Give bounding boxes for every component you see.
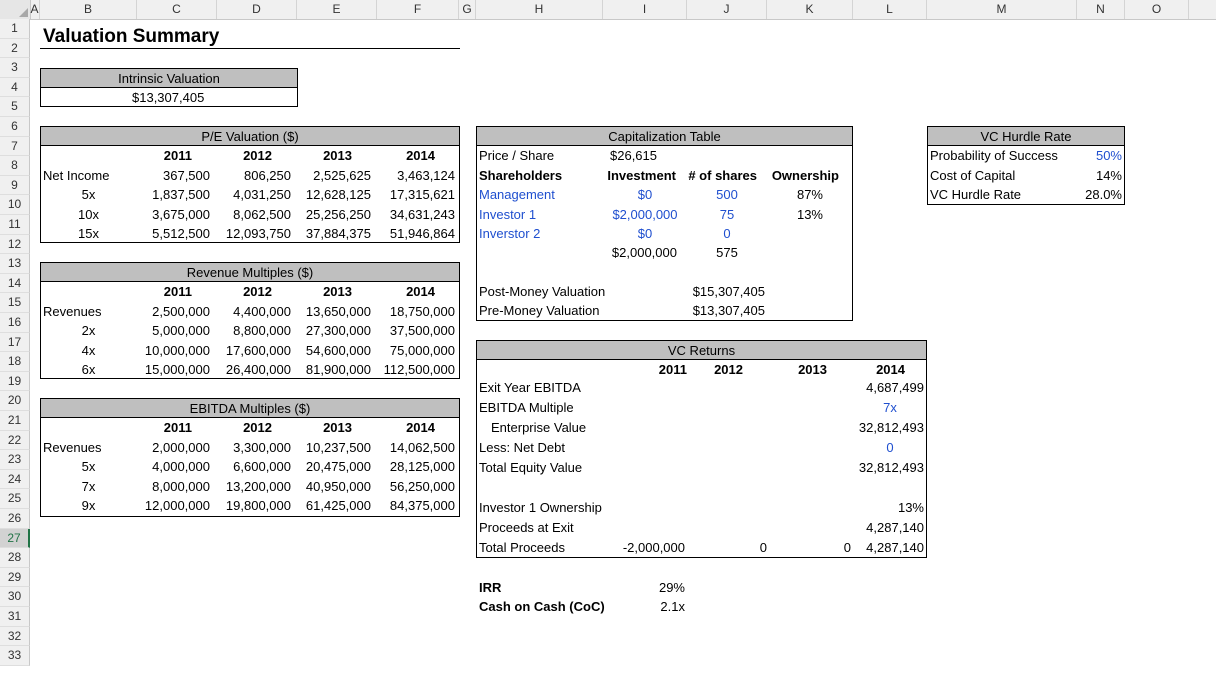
rev-cell[interactable]: 15,000,000	[144, 362, 210, 378]
col-header-g[interactable]: G	[459, 0, 476, 19]
rev-cell[interactable]: 17,600,000	[225, 342, 291, 358]
row-header-24[interactable]: 24	[0, 470, 30, 490]
col-header-c[interactable]: C	[137, 0, 217, 19]
col-header-l[interactable]: L	[853, 0, 927, 19]
col-header-d[interactable]: D	[217, 0, 297, 19]
hurdle-rate-value[interactable]: 28.0%	[1085, 187, 1122, 202]
intrinsic-header: Intrinsic Valuation	[118, 71, 220, 86]
row-header-10[interactable]: 10	[0, 195, 30, 215]
row-header-23[interactable]: 23	[0, 450, 30, 470]
row-header-20[interactable]: 20	[0, 391, 30, 411]
row-header-30[interactable]: 30	[0, 587, 30, 607]
ebitda-cell[interactable]: 6,600,000	[233, 459, 291, 475]
pe-cell[interactable]: 5,512,500	[152, 226, 210, 242]
hurdle-rate-label: VC Hurdle Rate	[930, 187, 1022, 202]
rev-row-label: Revenues	[43, 303, 102, 319]
pe-cell[interactable]: 8,062,500	[233, 206, 291, 222]
row-header-21[interactable]: 21	[0, 411, 30, 431]
pe-year-2014: 2014	[406, 148, 435, 163]
total-proceeds-2014[interactable]: 4,287,140	[866, 540, 924, 555]
row-header-3[interactable]: 3	[0, 58, 30, 78]
shareholder-name[interactable]: Investor 1	[479, 206, 537, 222]
cost-capital-value[interactable]: 14%	[1095, 168, 1122, 183]
exit-ebitda-label: Exit Year EBITDA	[479, 380, 581, 395]
vc-year-2011: 2011	[658, 362, 687, 377]
row-header-26[interactable]: 26	[0, 509, 30, 529]
investor-ownership-value[interactable]: 13%	[897, 500, 924, 515]
pe-cell[interactable]: 3,463,124	[397, 167, 455, 183]
row-header-22[interactable]: 22	[0, 431, 30, 451]
ebitda-row-label: 9x	[81, 498, 96, 514]
rev-cell[interactable]: 81,900,000	[305, 362, 371, 378]
row-header-6[interactable]: 6	[0, 117, 30, 137]
rev-cell[interactable]: 5,000,000	[152, 323, 210, 339]
col-header-j[interactable]: J	[687, 0, 767, 19]
row-header-4[interactable]: 4	[0, 78, 30, 98]
proceeds-exit-label: Proceeds at Exit	[479, 520, 574, 535]
rev-year-2012: 2012	[243, 284, 272, 299]
ebitda-year-2013: 2013	[323, 420, 352, 435]
investor-ownership-label: Investor 1 Ownership	[479, 500, 602, 515]
enterprise-value-value[interactable]: 32,812,493	[858, 420, 924, 435]
net-debt-value[interactable]: 0	[886, 440, 894, 455]
post-money-value[interactable]: $15,307,405	[692, 284, 765, 299]
rev-cell[interactable]: 75,000,000	[389, 342, 455, 358]
cap-col-investment: Investment	[607, 168, 676, 183]
rev-header: Revenue Multiples ($)	[186, 265, 314, 280]
rev-year-2011: 2011	[163, 284, 192, 299]
pe-header: P/E Valuation ($)	[201, 129, 299, 144]
pe-row-label: 5x	[81, 187, 96, 203]
ebitda-year-2012: 2012	[243, 420, 272, 435]
col-header-i[interactable]: I	[603, 0, 687, 19]
row-header-1[interactable]: 1	[0, 19, 30, 39]
rev-cell[interactable]: 26,400,000	[225, 362, 291, 378]
row-header-25[interactable]: 25	[0, 489, 30, 509]
shareholder-name[interactable]: Inverstor 2	[479, 226, 541, 242]
cost-capital-label: Cost of Capital	[930, 168, 1016, 183]
total-proceeds-label: Total Proceeds	[479, 540, 565, 555]
col-header-o[interactable]: O	[1125, 0, 1189, 19]
rev-cell[interactable]: 13,650,000	[305, 303, 371, 319]
ebitda-cell[interactable]: 12,000,000	[144, 498, 210, 514]
irr-label: IRR	[479, 580, 502, 595]
coc-value[interactable]: 2.1x	[660, 599, 685, 614]
row-header-19[interactable]: 19	[0, 372, 30, 392]
ebitda-year-2011: 2011	[163, 420, 192, 435]
row-header-2[interactable]: 2	[0, 39, 30, 59]
cap-header: Capitalization Table	[608, 129, 721, 144]
coc-label: Cash on Cash (CoC)	[479, 599, 605, 614]
row-header-8[interactable]: 8	[0, 156, 30, 176]
pe-row-label: Net Income	[43, 167, 110, 183]
page-title: Valuation Summary	[43, 26, 220, 47]
ebitda-cell[interactable]: 56,250,000	[389, 478, 455, 494]
row-header-7[interactable]: 7	[0, 137, 30, 157]
row-header-32[interactable]: 32	[0, 627, 30, 647]
ebitda-cell[interactable]: 28,125,000	[389, 459, 455, 475]
pe-cell[interactable]: 367,500	[163, 167, 210, 183]
shareholder-investment[interactable]: $2,000,000	[612, 206, 678, 222]
intrinsic-value[interactable]: $13,307,405	[132, 90, 205, 105]
shareholder-name[interactable]: Management	[479, 187, 555, 202]
rev-year-2013: 2013	[323, 284, 352, 299]
rev-cell[interactable]: 8,800,000	[233, 323, 291, 339]
row-header-11[interactable]: 11	[0, 215, 30, 235]
row-header-9[interactable]: 9	[0, 176, 30, 196]
rev-year-2014: 2014	[406, 284, 435, 299]
shareholder-shares[interactable]: 500	[716, 187, 738, 202]
ebitda-cell[interactable]: 14,062,500	[389, 439, 455, 455]
prob-success-label: Probability of Success	[930, 148, 1058, 163]
total-proceeds-2011[interactable]: -2,000,000	[622, 540, 685, 555]
equity-value-value[interactable]: 32,812,493	[858, 460, 924, 475]
pe-cell[interactable]: 806,250	[244, 167, 291, 183]
irr-value[interactable]: 29%	[658, 580, 685, 595]
pe-cell[interactable]: 2,525,625	[313, 167, 371, 183]
row-header-12[interactable]: 12	[0, 235, 30, 255]
shareholder-shares[interactable]: 75	[719, 206, 735, 222]
cap-total-shares[interactable]: 575	[716, 245, 738, 260]
pe-cell[interactable]: 4,031,250	[233, 187, 291, 203]
total-proceeds-2012[interactable]: 0	[759, 540, 767, 555]
pe-cell[interactable]: 34,631,243	[389, 206, 455, 222]
row-header-15[interactable]: 15	[0, 293, 30, 313]
post-money-label: Post-Money Valuation	[479, 284, 606, 299]
pe-row-label: 15x	[78, 226, 99, 242]
col-header-e[interactable]: E	[297, 0, 377, 19]
cap-col-ownership: Ownership	[771, 168, 839, 183]
shareholder-ownership[interactable]: 87%	[796, 187, 823, 202]
vc-year-2013: 2013	[798, 362, 827, 377]
enterprise-value-label: Enterprise Value	[491, 420, 587, 435]
row-header-14[interactable]: 14	[0, 274, 30, 294]
rev-cell[interactable]: 4,400,000	[233, 303, 291, 319]
ebitda-cell[interactable]: 2,000,000	[152, 439, 210, 455]
rev-row-label: 2x	[81, 323, 96, 339]
ebitda-row-label: 7x	[81, 478, 96, 494]
rev-cell[interactable]: 112,500,000	[383, 362, 455, 378]
rev-cell[interactable]: 27,300,000	[305, 323, 371, 339]
ebitda-cell[interactable]: 61,425,000	[305, 498, 371, 514]
ebitda-cell[interactable]: 19,800,000	[225, 498, 291, 514]
ebitda-cell[interactable]: 8,000,000	[152, 478, 210, 494]
ebitda-cell[interactable]: 4,000,000	[152, 459, 210, 475]
ebitda-multiple-value[interactable]: 7x	[883, 400, 897, 415]
net-debt-label: Less: Net Debt	[479, 440, 565, 455]
cap-col-shareholders: Shareholders	[479, 168, 563, 183]
col-header-n[interactable]: N	[1077, 0, 1125, 19]
ebitda-cell[interactable]: 13,200,000	[225, 478, 291, 494]
shareholder-ownership[interactable]: 13%	[796, 206, 823, 222]
vc-year-2014: 2014	[876, 362, 905, 377]
pe-cell[interactable]: 51,946,864	[389, 226, 455, 242]
rev-cell[interactable]: 10,000,000	[144, 342, 210, 358]
cap-total-investment[interactable]: $2,000,000	[611, 245, 677, 260]
rev-cell[interactable]: 2,500,000	[152, 303, 210, 319]
ebitda-cell[interactable]: 10,237,500	[305, 439, 371, 455]
total-proceeds-2013[interactable]: 0	[843, 540, 851, 555]
rev-cell[interactable]: 37,500,000	[389, 323, 455, 339]
col-header-a[interactable]: A	[30, 0, 40, 19]
pre-money-label: Pre-Money Valuation	[479, 303, 600, 318]
pe-year-2013: 2013	[323, 148, 352, 163]
pe-cell[interactable]: 25,256,250	[305, 206, 371, 222]
vc-header: VC Returns	[667, 343, 736, 358]
hurdle-header: VC Hurdle Rate	[980, 129, 1072, 144]
shareholder-shares[interactable]: 0	[723, 226, 731, 242]
pe-cell[interactable]: 37,884,375	[305, 226, 371, 242]
row-header-31[interactable]: 31	[0, 607, 30, 627]
ebitda-row-label: Revenues	[43, 439, 102, 455]
shareholder-investment[interactable]: $0	[637, 226, 653, 242]
ebitda-cell[interactable]: 40,950,000	[305, 478, 371, 494]
rev-row-label: 6x	[81, 362, 96, 378]
price-share-value[interactable]: $26,615	[610, 148, 657, 163]
pe-year-2012: 2012	[243, 148, 272, 163]
rev-cell[interactable]: 54,600,000	[305, 342, 371, 358]
shareholder-ownership[interactable]	[767, 224, 823, 243]
row-header-18[interactable]: 18	[0, 352, 30, 372]
col-header-k[interactable]: K	[767, 0, 853, 19]
ebitda-cell[interactable]: 20,475,000	[305, 459, 371, 475]
title-underline	[40, 48, 460, 49]
ebitda-header: EBITDA Multiples ($)	[189, 401, 311, 416]
equity-value-label: Total Equity Value	[479, 460, 583, 475]
pe-cell[interactable]: 12,628,125	[305, 187, 371, 203]
ebitda-cell[interactable]: 84,375,000	[389, 498, 455, 514]
select-all-corner[interactable]	[0, 0, 31, 19]
exit-ebitda-value[interactable]: 4,687,499	[866, 380, 924, 395]
col-header-m[interactable]: M	[927, 0, 1077, 19]
col-header-h[interactable]: H	[476, 0, 603, 19]
col-header-b[interactable]: B	[40, 0, 137, 19]
shareholder-investment[interactable]: $0	[637, 187, 653, 202]
col-header-f[interactable]: F	[377, 0, 459, 19]
ebitda-multiple-label: EBITDA Multiple	[479, 400, 574, 415]
row-header-29[interactable]: 29	[0, 568, 30, 588]
pe-row-label: 10x	[78, 206, 99, 222]
column-header-bar	[0, 0, 1216, 20]
pe-year-2011: 2011	[163, 148, 192, 163]
pe-cell[interactable]: 1,837,500	[152, 187, 210, 203]
pe-cell[interactable]: 3,675,000	[152, 206, 210, 222]
pre-money-value[interactable]: $13,307,405	[692, 303, 765, 318]
vc-year-2012: 2012	[714, 362, 743, 377]
cap-col-shares: # of shares	[688, 168, 757, 183]
prob-success-value[interactable]: 50%	[1095, 148, 1122, 163]
ebitda-year-2014: 2014	[406, 420, 435, 435]
row-header-5[interactable]: 5	[0, 97, 30, 117]
pe-cell[interactable]: 12,093,750	[225, 226, 291, 242]
price-share-label: Price / Share	[479, 148, 555, 163]
proceeds-exit-value[interactable]: 4,287,140	[866, 520, 924, 535]
row-header-27[interactable]: 27	[0, 529, 30, 549]
row-header-17[interactable]: 17	[0, 333, 30, 353]
ebitda-cell[interactable]: 3,300,000	[233, 439, 291, 455]
row-header-33[interactable]: 33	[0, 646, 30, 666]
ebitda-row-label: 5x	[81, 459, 96, 475]
rev-cell[interactable]: 18,750,000	[389, 303, 455, 319]
row-header-28[interactable]: 28	[0, 548, 30, 568]
row-header-16[interactable]: 16	[0, 313, 30, 333]
rev-row-label: 4x	[81, 342, 96, 358]
pe-cell[interactable]: 17,315,621	[389, 187, 455, 203]
row-header-13[interactable]: 13	[0, 254, 30, 274]
